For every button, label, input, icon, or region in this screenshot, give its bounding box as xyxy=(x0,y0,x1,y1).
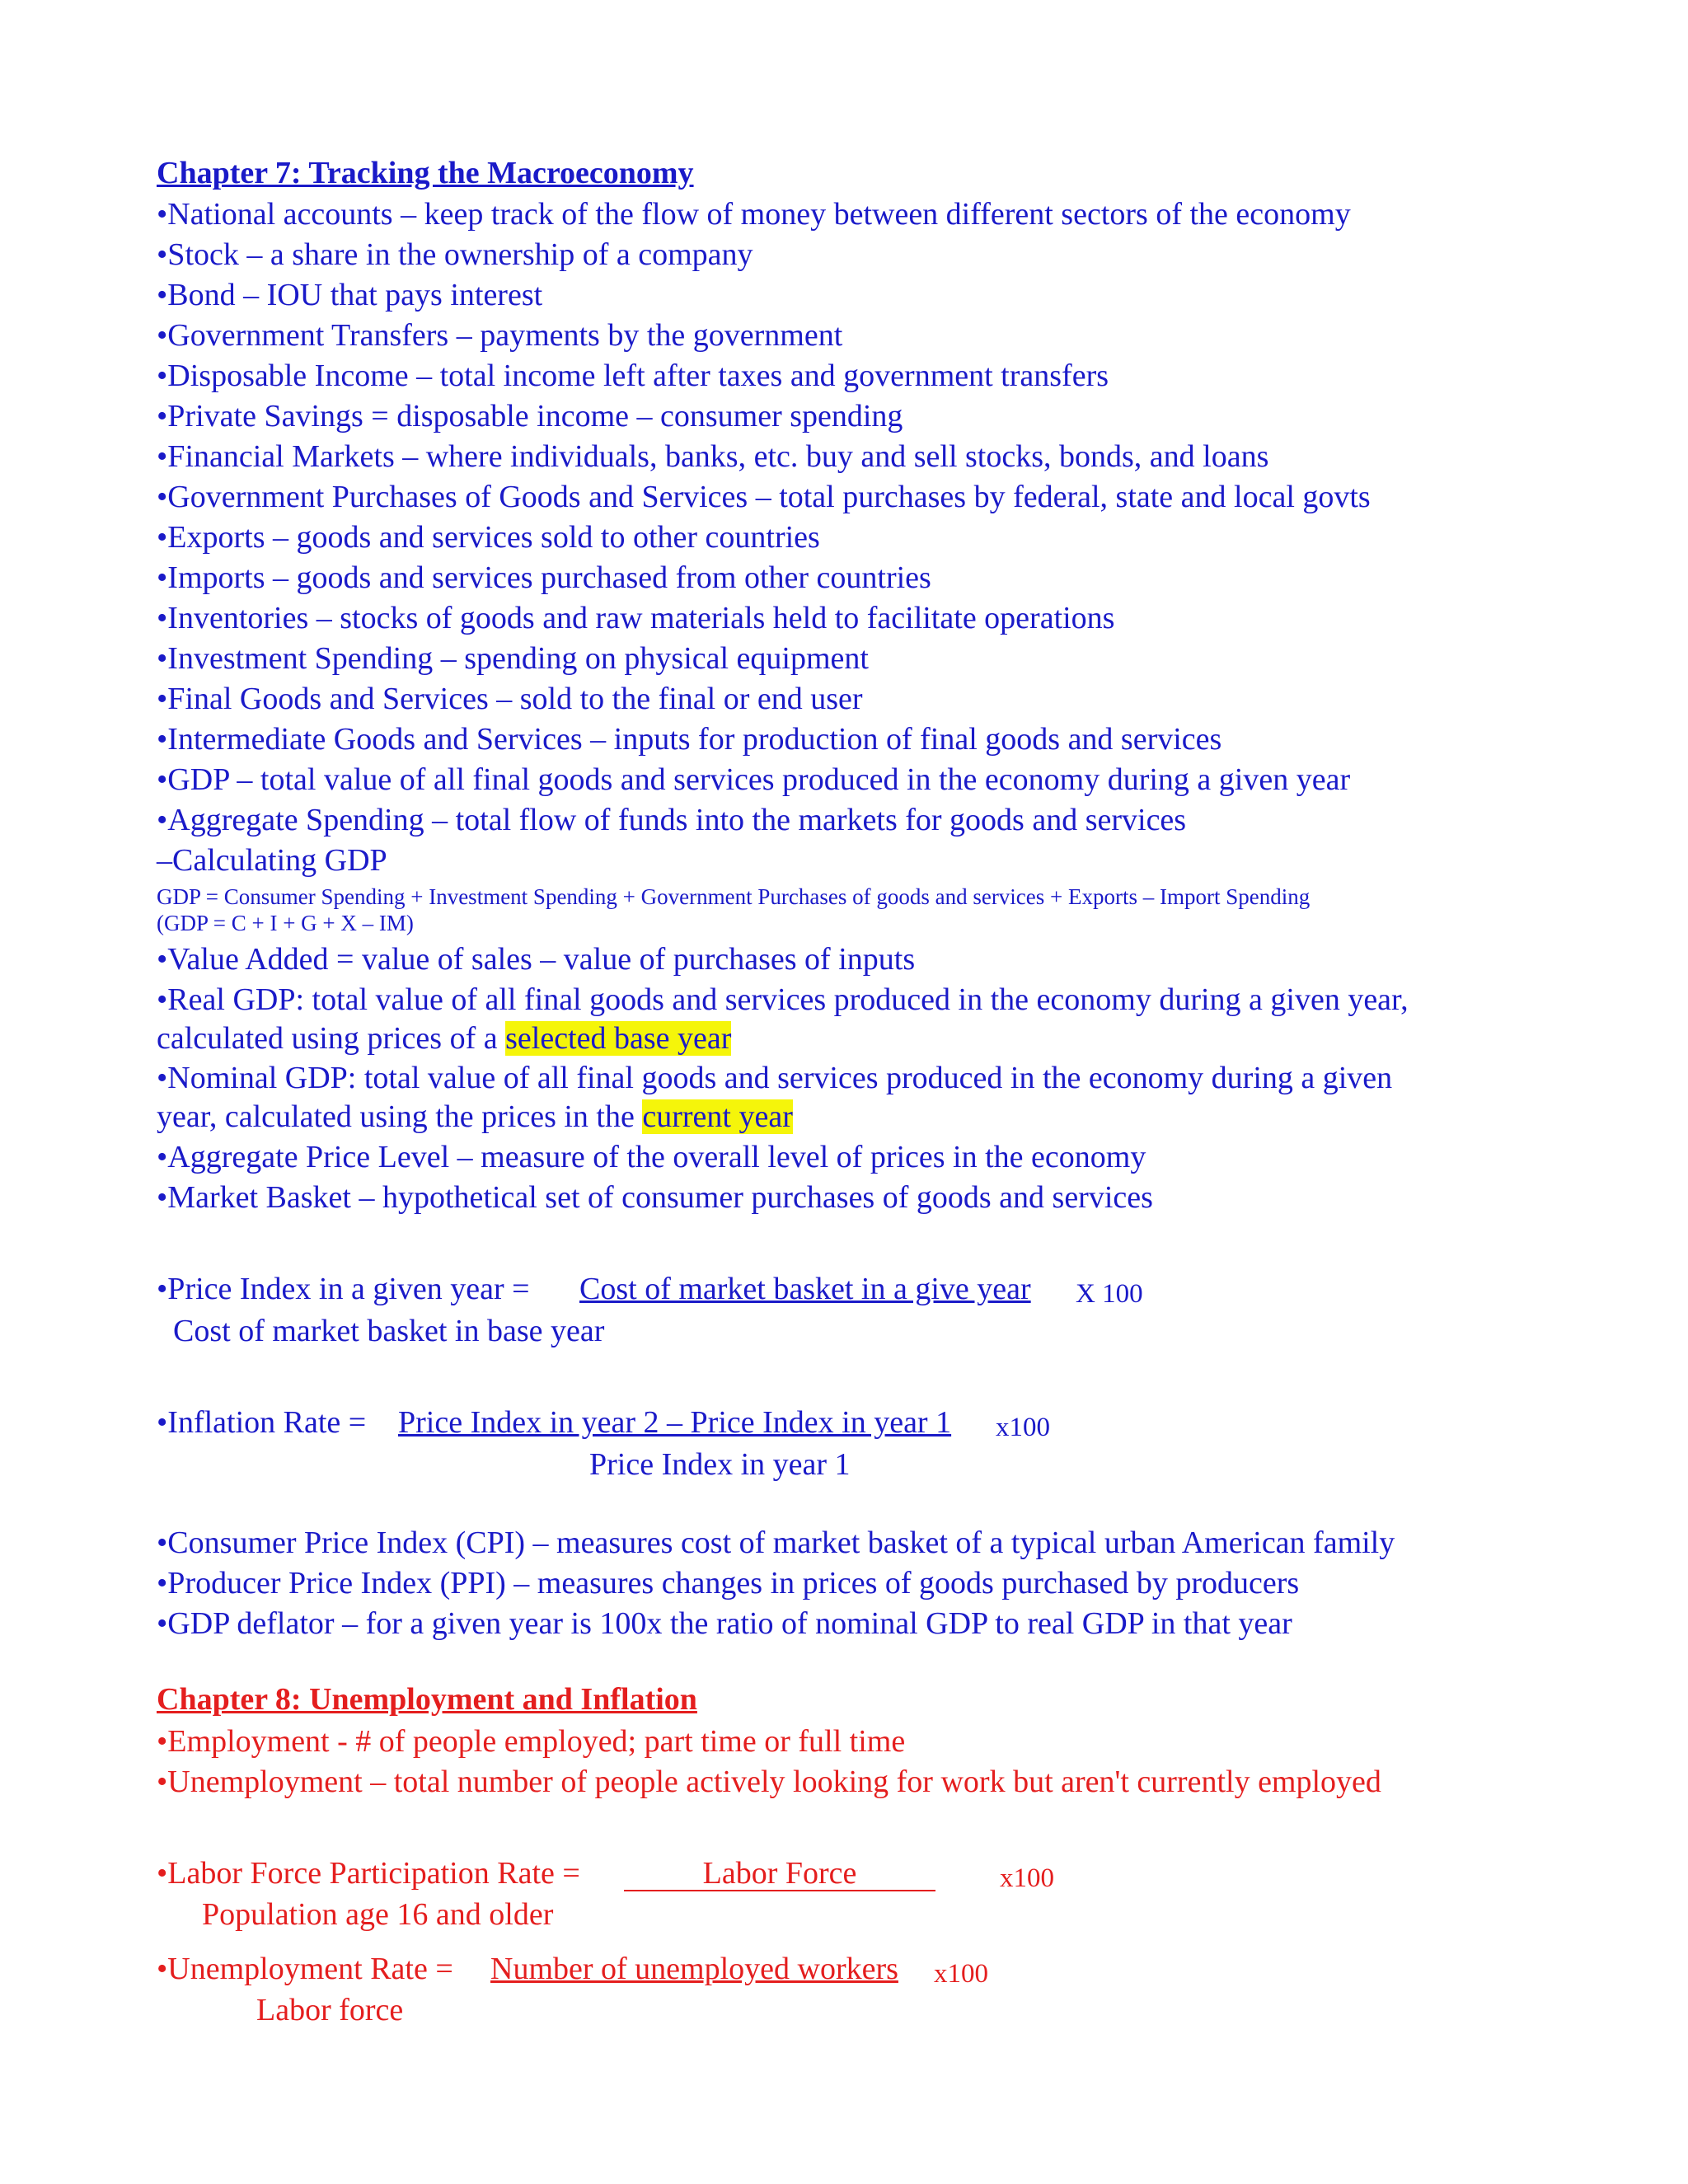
list-item: •Inventories – stocks of goods and raw materials held to facilitate operations xyxy=(157,601,1115,635)
list-item: •Financial Markets – where individuals, banks, etc. buy and sell stocks, bonds, and loans xyxy=(157,439,1269,474)
highlighted-text: selected base year xyxy=(505,1021,732,1056)
list-item: •Unemployment – total number of people actively looking for work but aren't currently employed xyxy=(157,1765,1381,1799)
list-item: •Stock – a share in the ownership of a company xyxy=(157,237,753,272)
list-item: •Final Goods and Services – sold to the final or end user xyxy=(157,682,863,716)
list-item: •Aggregate Spending – total flow of funds into the markets for goods and services xyxy=(157,803,1187,837)
list-item: •Value Added = value of sales – value of purchases of inputs xyxy=(157,942,916,977)
list-item: •GDP – total value of all final goods and services produced in the economy during a given year xyxy=(157,762,1351,797)
list-item: •National accounts – keep track of the flow of money between different sectors of the economy xyxy=(157,197,1351,232)
gdp-formula-short: (GDP = C + I + G + X – IM) xyxy=(157,911,414,935)
unemployment-rate-multiplier: x100 xyxy=(934,1959,988,1989)
real-gdp-line-2 xyxy=(157,1019,731,1058)
price-index-denominator: Cost of market basket in base year xyxy=(173,1314,605,1348)
inflation-multiplier: x100 xyxy=(996,1413,1050,1442)
list-item: •Bond – IOU that pays interest xyxy=(157,278,543,312)
list-item: •Employment - # of people employed; part time or full time xyxy=(157,1724,906,1759)
list-item: •Government Purchases of Goods and Services – total purchases by federal, state and local govts xyxy=(157,480,1371,514)
list-item: •Exports – goods and services sold to other countries xyxy=(157,520,820,555)
real-gdp-text: calculated using prices of a xyxy=(157,1021,506,1056)
list-item: •Intermediate Goods and Services – inputs for production of final goods and services xyxy=(157,722,1222,757)
price-index-label: •Price Index in a given year = xyxy=(157,1272,530,1306)
inflation-label: •Inflation Rate = xyxy=(157,1405,367,1440)
unemployment-rate-numerator: Number of unemployed workers xyxy=(490,1952,898,1986)
lfpr-multiplier: x100 xyxy=(1000,1863,1054,1893)
list-item: •Imports – goods and services purchased from other countries xyxy=(157,560,931,595)
list-item: •Investment Spending – spending on physical equipment xyxy=(157,641,869,676)
price-index-numerator: Cost of market basket in a give year xyxy=(579,1272,1031,1306)
lfpr-label: •Labor Force Participation Rate = xyxy=(157,1856,580,1891)
gdp-formula: GDP = Consumer Spending + Investment Spending + Government Purchases of goods and services + Exports – Import Spending xyxy=(157,884,1311,909)
list-item: •Market Basket – hypothetical set of consumer purchases of goods and services xyxy=(157,1180,1153,1215)
unemployment-rate-label: •Unemployment Rate = xyxy=(157,1952,453,1986)
chapter-8-title: Chapter 8: Unemployment and Inflation xyxy=(157,1682,697,1717)
nominal-gdp-text: year, calculated using the prices in the xyxy=(157,1099,643,1134)
list-item: –Calculating GDP xyxy=(157,843,387,878)
list-item: •Private Savings = disposable income – consumer spending xyxy=(157,399,903,434)
unemployment-rate-denominator: Labor force xyxy=(256,1993,404,2027)
nominal-gdp-line-1: •Nominal GDP: total value of all final goods and services produced in the economy during a given xyxy=(157,1061,1393,1095)
list-item: •Disposable Income – total income left after taxes and government transfers xyxy=(157,359,1109,393)
price-index-multiplier: X 100 xyxy=(1076,1279,1143,1309)
highlighted-text: current year xyxy=(642,1099,793,1134)
nominal-gdp-line-2 xyxy=(157,1097,793,1137)
lfpr-numerator: Labor Force xyxy=(624,1854,935,1891)
inflation-numerator: Price Index in year 2 – Price Index in year 1 xyxy=(398,1405,952,1440)
list-item: •Consumer Price Index (CPI) – measures cost of market basket of a typical urban American family xyxy=(157,1526,1395,1560)
list-item: •GDP deflator – for a given year is 100x the ratio of nominal GDP to real GDP in that year xyxy=(157,1606,1292,1641)
real-gdp-line-1: •Real GDP: total value of all final goods and services produced in the economy during a given year, xyxy=(157,982,1409,1017)
chapter-7-title: Chapter 7: Tracking the Macroeconomy xyxy=(157,156,694,190)
list-item: •Aggregate Price Level – measure of the overall level of prices in the economy xyxy=(157,1140,1146,1174)
list-item: •Producer Price Index (PPI) – measures changes in prices of goods purchased by producers xyxy=(157,1566,1300,1601)
list-item: •Government Transfers – payments by the government xyxy=(157,318,843,353)
lfpr-denominator: Population age 16 and older xyxy=(202,1897,554,1932)
inflation-denominator: Price Index in year 1 xyxy=(589,1447,851,1482)
